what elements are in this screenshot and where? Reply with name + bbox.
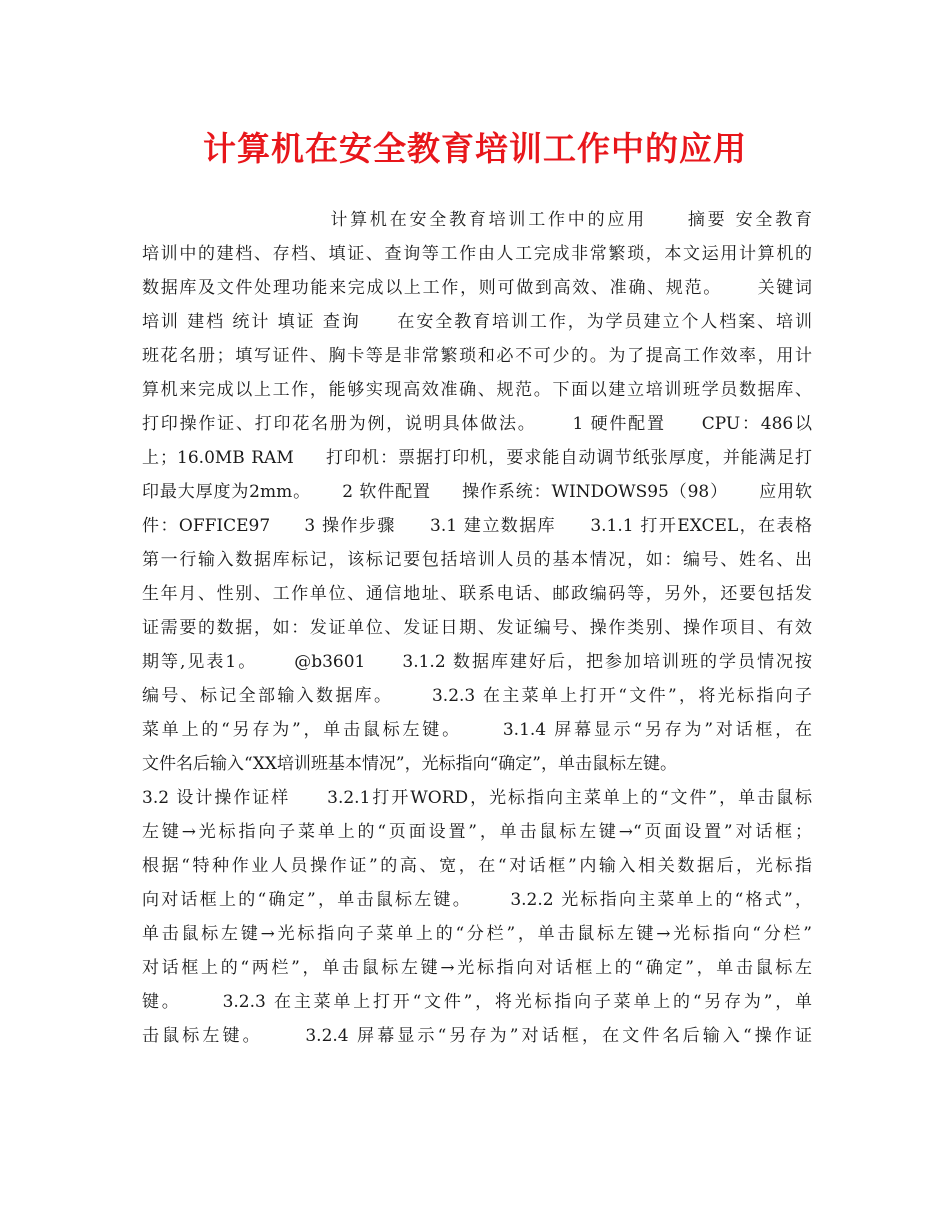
body-line: 击鼠标左键。 3.2.4 屏幕显示“另存为”对话框，在文件名后输入“操作证 <box>142 1026 812 1046</box>
document-body <box>142 203 812 1053</box>
body-line: 生年月、性别、工作单位、通信地址、联系电话、邮政编码等，另外，还要包括发 <box>142 584 812 604</box>
body-line: 证需要的数据，如：发证单位、发证日期、发证编号、操作类别、操作项目、有效 <box>142 618 812 638</box>
body-line: 3.2 设计操作证样 3.2.1打开WORD，光标指向主菜单上的“文件”，单击鼠标 <box>142 788 812 808</box>
body-line: 单击鼠标左键→光标指向子菜单上的“分栏”，单击鼠标左键→光标指向“分栏” <box>142 924 812 944</box>
body-line: 培训中的建档、存档、填证、查询等工作由人工完成非常繁琐，本文运用计算机的 <box>142 244 812 264</box>
body-line: 培训 建档 统计 填证 查询 在安全教育培训工作，为学员建立个人档案、培训 <box>142 312 812 332</box>
body-line: 编号、标记全部输入数据库。 3.2.3 在主菜单上打开“文件”，将光标指向子 <box>142 686 812 706</box>
body-line: 班花名册；填写证件、胸卡等是非常繁琐和必不可少的。为了提高工作效率，用计 <box>142 346 812 366</box>
body-line: 对话框上的“两栏”，单击鼠标左键→光标指向对话框上的“确定”，单击鼠标左 <box>142 958 812 978</box>
body-line: 打印操作证、打印花名册为例，说明具体做法。 1 硬件配置 CPU：486以 <box>142 414 812 434</box>
body-line: 键。 3.2.3 在主菜单上打开“文件”，将光标指向子菜单上的“另存为”，单 <box>142 992 812 1012</box>
body-line: 数据库及文件处理功能来完成以上工作，则可做到高效、准确、规范。 关键词 <box>142 278 812 298</box>
document-title: 计算机在安全教育培训工作中的应用 <box>203 129 747 168</box>
body-line: 件：OFFICE97 3 操作步骤 3.1 建立数据库 3.1.1 打开EXCEL，在表格 <box>142 516 812 536</box>
body-line: 左键→光标指向子菜单上的“页面设置”，单击鼠标左键→“页面设置”对话框； <box>142 822 812 842</box>
body-line: 根据“特种作业人员操作证”的高、宽，在“对话框”内输入相关数据后，光标指 <box>142 856 812 876</box>
body-line: 向对话框上的“确定”，单击鼠标左键。 3.2.2 光标指向主菜单上的“格式”， <box>142 890 812 910</box>
body-line: 文件名后输入“XX培训班基本情况”，光标指向“确定”，单击鼠标左键。 <box>142 754 677 774</box>
body-line: 上；16.0MB RAM 打印机：票据打印机，要求能自动调节纸张厚度，并能满足打 <box>142 448 812 468</box>
body-line: 第一行输入数据库标记，该标记要包括培训人员的基本情况，如：编号、姓名、出 <box>142 550 812 570</box>
body-line: 菜单上的“另存为”，单击鼠标左键。 3.1.4 屏幕显示“另存为”对话框，在 <box>142 720 812 740</box>
body-line: 期等,见表1。 @b3601 3.1.2 数据库建好后，把参加培训班的学员情况按 <box>142 652 812 672</box>
body-line: 印最大厚度为2mm。 2 软件配置 操作系统：WINDOWS95（98） 应用软 <box>142 482 812 502</box>
body-line: 计算机在安全教育培训工作中的应用 摘要 安全教育 <box>142 210 812 230</box>
body-line: 算机来完成以上工作，能够实现高效准确、规范。下面以建立培训班学员数据库、 <box>142 380 812 400</box>
